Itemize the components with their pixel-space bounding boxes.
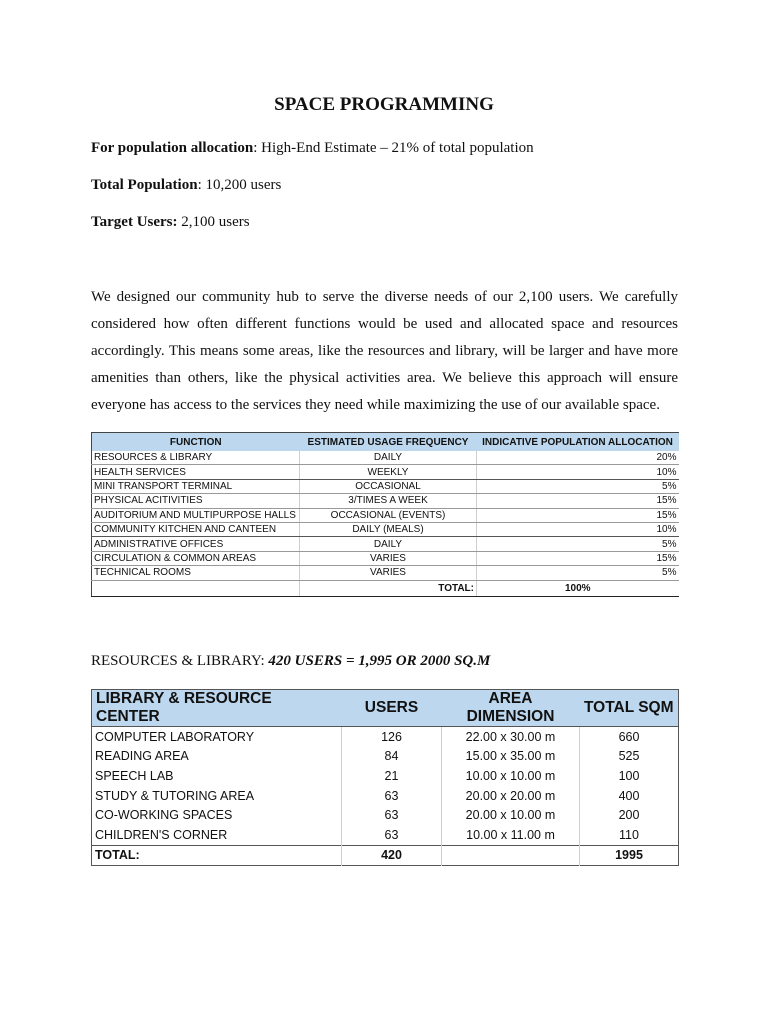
allocation-cell: 5% <box>477 479 679 493</box>
allocation-cell: 20% <box>477 451 679 465</box>
frequency-cell: WEEKLY <box>300 465 477 479</box>
allocation-cell: 5% <box>477 566 679 580</box>
table-row <box>92 451 679 465</box>
table-row <box>92 551 679 565</box>
dimension-cell: 20.00 x 20.00 m <box>442 786 580 806</box>
total-row <box>92 580 679 596</box>
function-cell: COMMUNITY KITCHEN AND CANTEEN <box>92 522 300 536</box>
table-row <box>92 465 679 479</box>
total-population-label: Total Population <box>91 177 198 193</box>
space-name-cell: READING AREA <box>92 747 342 767</box>
table-row <box>92 747 679 767</box>
total-sqm: 1995 <box>580 845 679 866</box>
frequency-cell: 3/TIMES A WEEK <box>300 494 477 508</box>
total-label: TOTAL: <box>300 580 477 596</box>
table-row <box>92 494 679 508</box>
space-name-cell: COMPUTER LABORATORY <box>92 727 342 747</box>
sqm-cell: 100 <box>618 768 640 783</box>
frequency-cell: DAILY <box>300 537 477 551</box>
dimension-cell: 15.00 x 35.00 m <box>442 747 580 767</box>
dimension-cell: 22.00 x 30.00 m <box>442 727 580 747</box>
population-allocation-line <box>91 140 534 157</box>
table-row <box>92 766 679 786</box>
allocation-cell: 15% <box>477 508 679 522</box>
users-cell: 84 <box>342 747 442 767</box>
table-row <box>92 825 679 845</box>
users-cell: 21 <box>342 766 442 786</box>
total-population-line <box>91 177 281 194</box>
users-cell: 63 <box>342 786 442 806</box>
header-usage-frequency: ESTIMATED USAGE FREQUENCY <box>300 433 477 452</box>
library-table-header <box>92 690 679 727</box>
description-paragraph: We designed our community hub to serve the diverse needs of our 2,100 users. We carefully considered how often different functions would be used and allocated space and resources accordingly. This means some areas, like the resources and library, will be larger and have more amenities than others, like the physical activities area. We believe this approach will ensure everyone has access to the services they need while maximizing the use of our available space. <box>91 289 678 413</box>
function-cell: AUDITORIUM AND MULTIPURPOSE HALLS <box>92 508 300 522</box>
table-row <box>92 786 679 806</box>
table-row <box>92 727 679 747</box>
allocation-cell: 15% <box>477 494 679 508</box>
users-cell: 63 <box>342 805 442 825</box>
table-row <box>92 537 679 551</box>
function-cell: CIRCULATION & COMMON AREAS <box>92 551 300 565</box>
function-cell: TECHNICAL ROOMS <box>92 566 300 580</box>
function-table-header <box>92 433 679 452</box>
population-allocation-label: For population allocation <box>91 140 254 156</box>
allocation-cell: 5% <box>477 537 679 551</box>
empty-cell <box>92 580 300 596</box>
target-users-line <box>91 214 250 231</box>
header-population-allocation: INDICATIVE POPULATION ALLOCATION <box>477 433 679 452</box>
library-heading <box>91 653 490 670</box>
library-heading-prefix: RESOURCES & LIBRARY: <box>91 653 269 669</box>
space-name-cell: SPEECH LAB <box>92 766 342 786</box>
dimension-cell: 10.00 x 10.00 m <box>442 766 580 786</box>
library-heading-emphasis: 420 USERS = 1,995 OR 2000 SQ.M <box>268 653 491 669</box>
allocation-cell: 15% <box>477 551 679 565</box>
function-cell: MINI TRANSPORT TERMINAL <box>92 479 300 493</box>
frequency-cell: OCCASIONAL <box>300 479 477 493</box>
target-users-label: Target Users: <box>91 214 178 230</box>
header-area-dimension: AREA DIMENSION <box>442 690 580 727</box>
frequency-cell: DAILY (MEALS) <box>300 522 477 536</box>
total-row <box>92 845 679 866</box>
frequency-cell: OCCASIONAL (EVENTS) <box>300 508 477 522</box>
function-cell: PHYSICAL ACITIVITIES <box>92 494 300 508</box>
sqm-cell: 400 <box>618 788 640 803</box>
sqm-cell: 660 <box>618 729 640 744</box>
space-name-cell: CO-WORKING SPACES <box>92 805 342 825</box>
sqm-cell: 525 <box>618 749 640 764</box>
function-table <box>91 432 679 597</box>
table-row <box>92 522 679 536</box>
library-table <box>91 689 679 866</box>
allocation-cell: 10% <box>477 522 679 536</box>
table-row <box>92 479 679 493</box>
total-users: 420 <box>342 845 442 866</box>
header-total-sqm: TOTAL SQM <box>580 690 679 727</box>
population-allocation-value: : High-End Estimate – 21% of total population <box>253 140 534 156</box>
function-cell: HEALTH SERVICES <box>92 465 300 479</box>
space-name-cell: STUDY & TUTORING AREA <box>92 786 342 806</box>
users-cell: 63 <box>342 825 442 845</box>
function-cell: RESOURCES & LIBRARY <box>92 451 300 465</box>
total-population-value: : 10,200 users <box>197 177 282 193</box>
total-value: 100% <box>477 580 679 596</box>
frequency-cell: DAILY <box>300 451 477 465</box>
total-label: TOTAL: <box>92 845 342 866</box>
users-cell: 126 <box>342 727 442 747</box>
allocation-cell: 10% <box>477 465 679 479</box>
total-dimension <box>442 845 580 866</box>
target-users-value: 2,100 users <box>177 214 250 230</box>
dimension-cell: 20.00 x 10.00 m <box>442 805 580 825</box>
frequency-cell: VARIES <box>300 566 477 580</box>
header-function: FUNCTION <box>92 433 300 452</box>
page-title: SPACE PROGRAMMING <box>274 94 494 115</box>
table-row <box>92 508 679 522</box>
header-library-center: LIBRARY & RESOURCE CENTER <box>92 690 342 727</box>
frequency-cell: VARIES <box>300 551 477 565</box>
table-row <box>92 566 679 580</box>
dimension-cell: 10.00 x 11.00 m <box>442 825 580 845</box>
space-name-cell: CHILDREN'S CORNER <box>92 825 342 845</box>
table-row <box>92 805 679 825</box>
header-users: USERS <box>342 690 442 727</box>
function-cell: ADMINISTRATIVE OFFICES <box>92 537 300 551</box>
sqm-cell: 110 <box>619 827 639 842</box>
sqm-cell: 200 <box>618 808 640 823</box>
